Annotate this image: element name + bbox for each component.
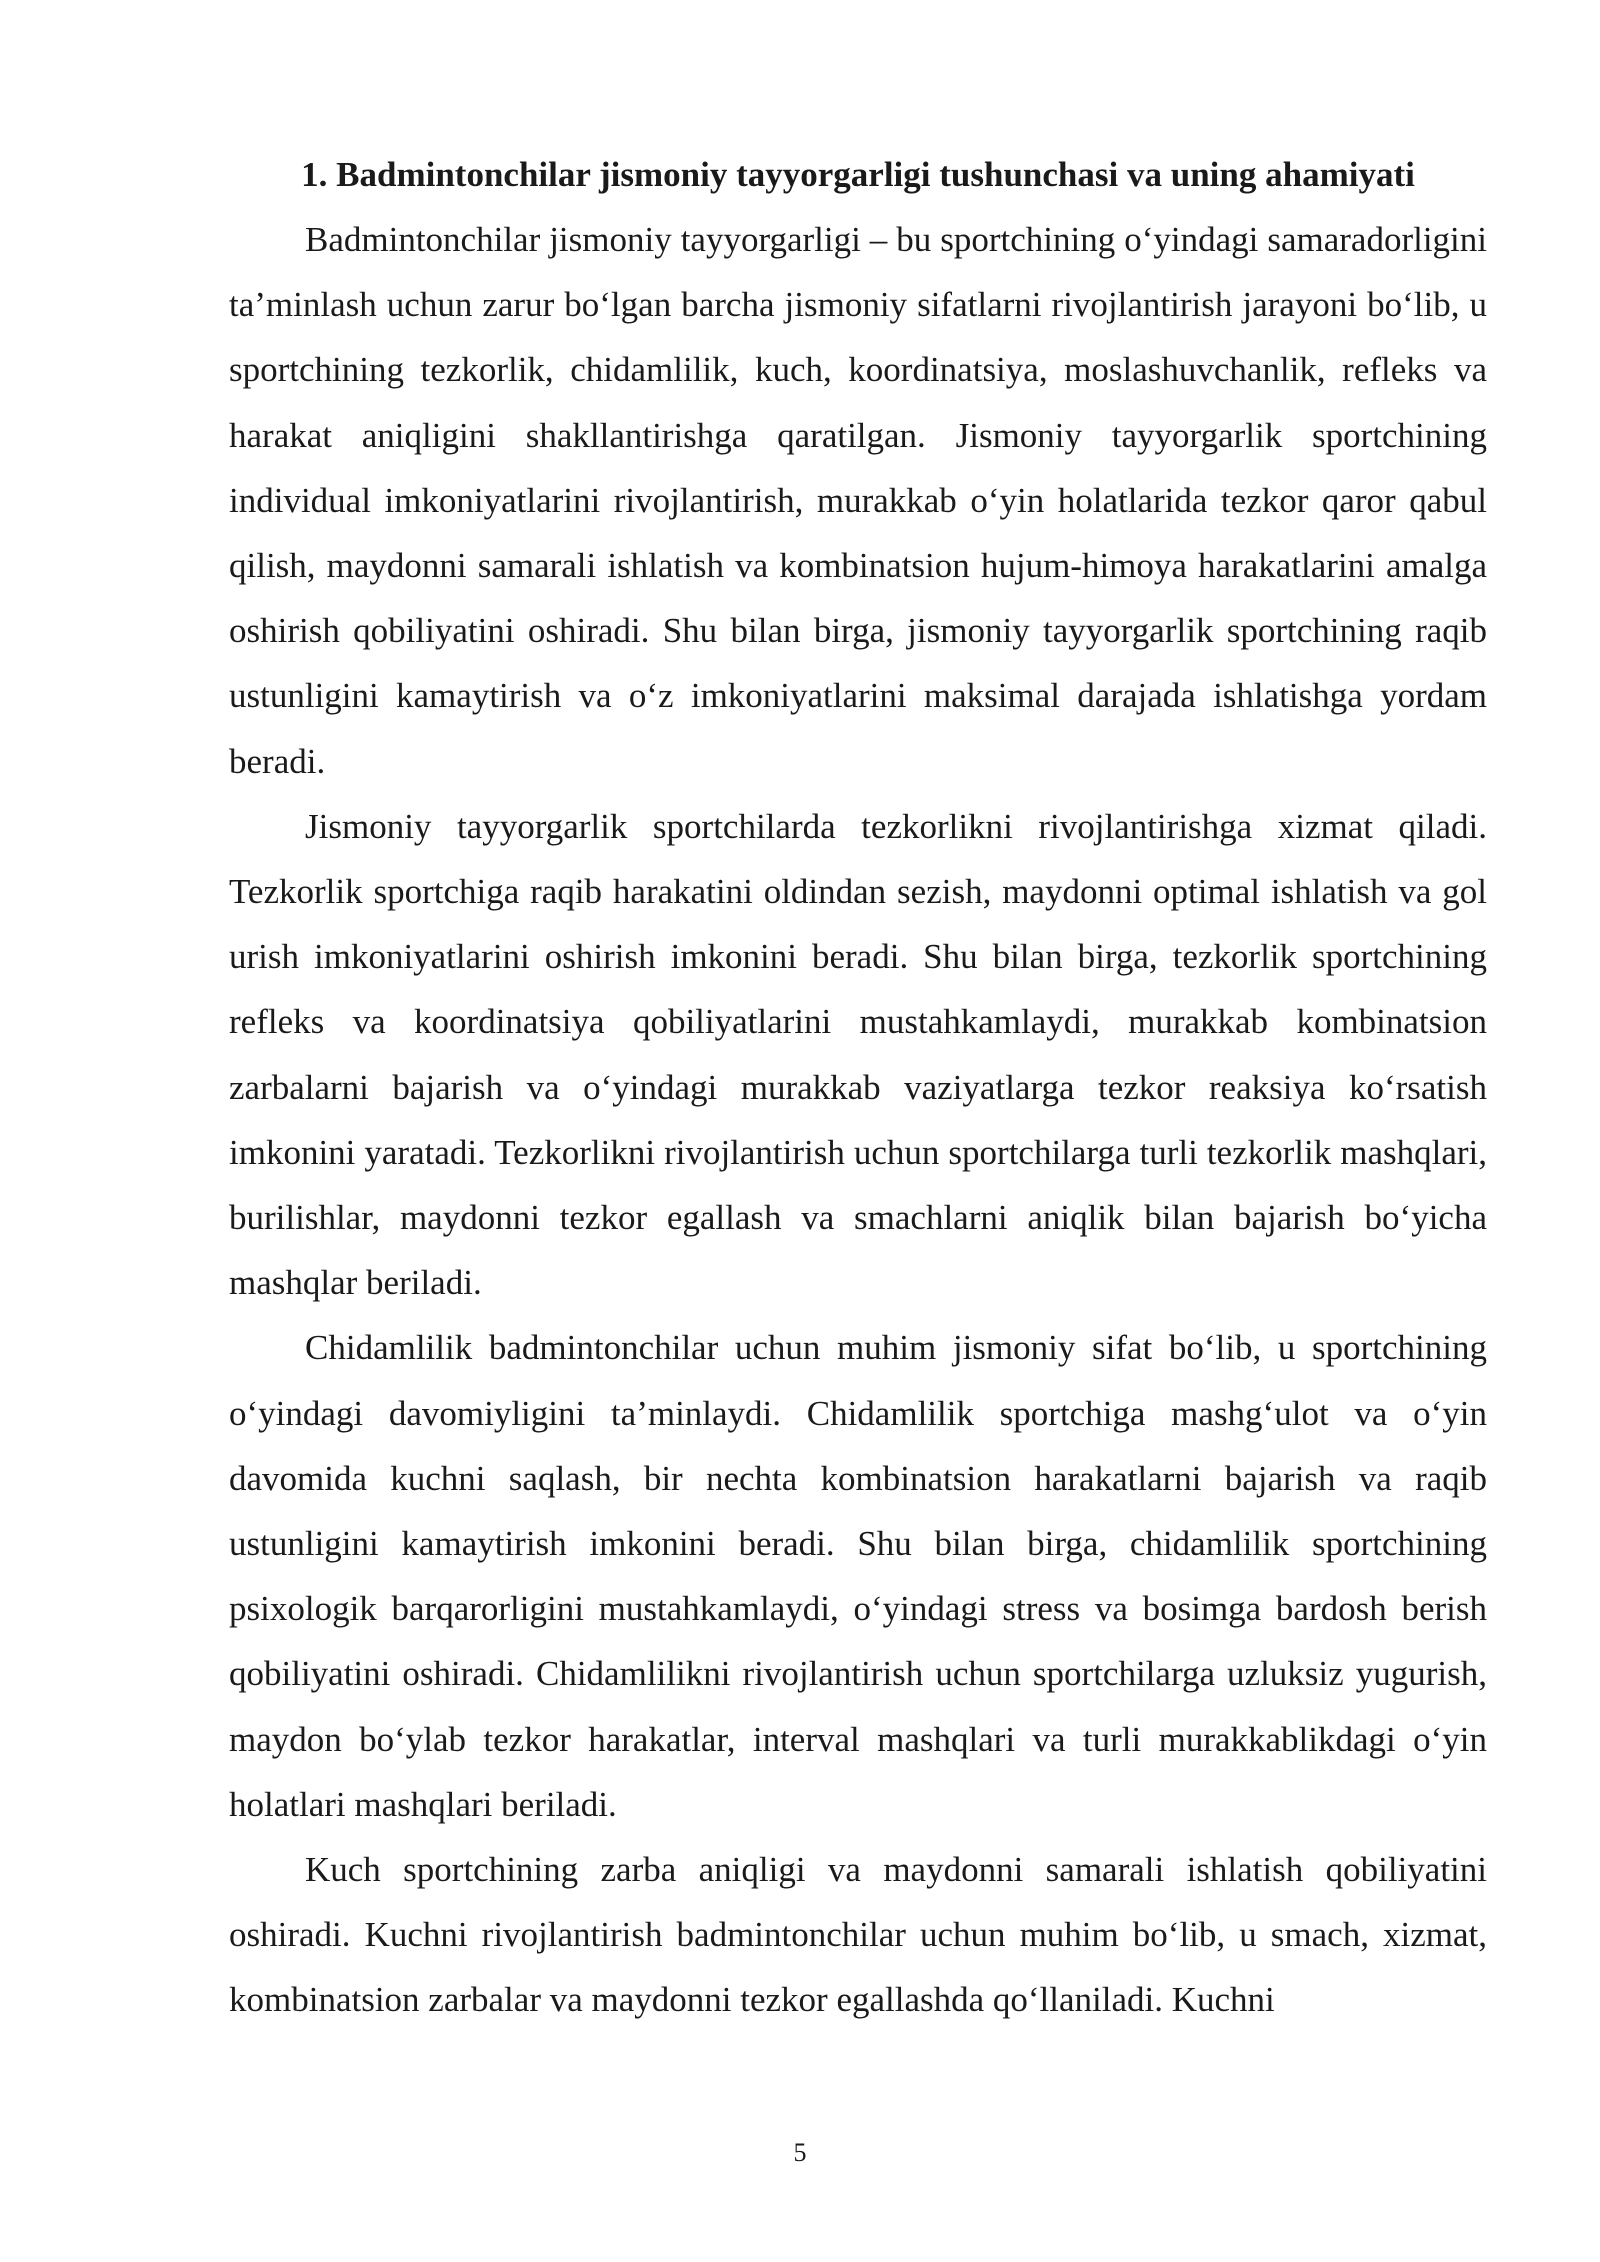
paragraph-4: Kuch sportchining zarba aniqligi va maydonni samarali ishlatish qobiliyatini oshiradi. Kuchni rivojlantirish badmintonchilar uchun muhim bo‘lib, u smach, xizmat, kombinatsion zarbalar va maydonni tezkor egallashda qo‘llaniladi. Kuchni — [229, 1850, 1487, 2020]
paragraph-1: Badmintonchilar jismoniy tayyorgarligi – bu sportchining o‘yindagi samaradorligini ta’minlash uchun zarur bo‘lgan barcha jismoniy sifatlarni rivojlantirish jarayoni bo‘lib, u sportchining tezkorlik, chidamlilik, kuch, koordinatsiya, moslashuvchanlik, refleks va harakat aniqligini shakllantirishga qaratilgan. Jismoniy tayyorgarlik sportchining individual imkoniyatlarini rivojlantirish, murakkab o‘yin holatlarida tezkor qaror qabul qilish, maydonni samarali ishlatish va kombinatsion hujum-himoya harakatlarini amalga oshirish qobiliyatini oshiradi. Shu bilan birga, jismoniy tayyorgarlik sportchining raqib ustunligini kamaytirish va o‘z imkoniyatlarini maksimal darajada ishlatishga yordam beradi. — [229, 220, 1487, 781]
page-number: 5 — [793, 2138, 807, 2167]
paragraph-3: Chidamlilik badmintonchilar uchun muhim jismoniy sifat bo‘lib, u sportchining o‘yindagi davomiyligini ta’minlaydi. Chidamlilik sportchiga mashg‘ulot va o‘yin davomida kuchni saqlash, bir nechta kombinatsion harakatlarni bajarish va raqib ustunligini kamaytirish imkonini beradi. Shu bilan birga, chidamlilik sportchining psixologik barqarorligini mustahkamlaydi, o‘yindagi stress va bosimga bardosh berish qobiliyatini oshiradi. Chidamlilikni rivojlantirish uchun sportchilarga uzluksiz yugurish, maydon bo‘ylab tezkor harakatlar, interval mashqlari va turli murakkablikdagi o‘yin holatlari mashqlari beriladi. — [229, 1328, 1487, 1824]
paragraph-2: Jismoniy tayyorgarlik sportchilarda tezkorlikni rivojlantirishga xizmat qiladi. Tezkorlik sportchiga raqib harakatini oldindan sezish, maydonni optimal ishlatish va gol urish imkoniyatlarini oshirish imkonini beradi. Shu bilan birga, tezkorlik sportchining refleks va koordinatsiya qobiliyatlarini mustahkamlaydi, murakkab kombinatsion zarbalarni bajarish va o‘yindagi murakkab vaziyatlarga tezkor reaksiya ko‘rsatish imkonini yaratadi. Tezkorlikni rivojlantirish uchun sportchilarga turli tezkorlik mashqlari, burilishlar, maydonni tezkor egallash va smachlarni aniqlik bilan bajarish bo‘yicha mashqlar beriladi. — [229, 806, 1487, 1303]
section-heading: 1. Badmintonchilar jismoniy tayyorgarligi tushunchasi va uning ahamiyati — [301, 155, 1415, 194]
page-content — [229, 142, 1487, 2033]
